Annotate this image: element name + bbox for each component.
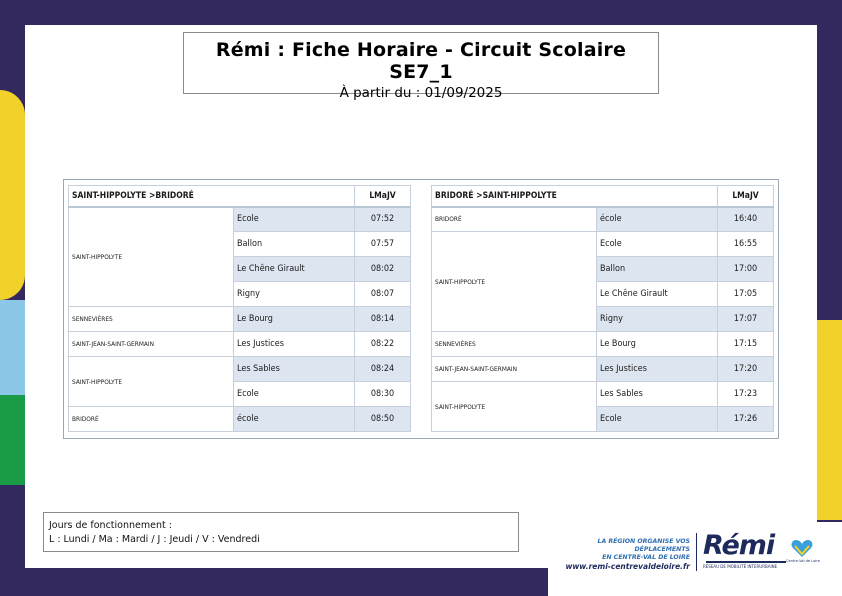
locality-cell: BRIDORÉ [69,407,234,432]
locality-cell: BRIDORÉ [432,207,597,232]
direction-header: SAINT-HIPPOLYTE >BRIDORÉ [69,186,355,207]
brand-tagline [555,538,690,562]
page-subtitle: À partir du : 01/09/2025 [339,85,503,101]
time-cell: 17:07 [718,307,774,332]
decor-yellow-left [0,90,25,300]
stop-cell: école [234,407,355,432]
notes-heading: Jours de fonctionnement : [49,520,172,531]
time-cell: 08:02 [355,257,411,282]
table-row [432,207,774,232]
stop-cell: Le Chêne Girault [234,257,355,282]
stop-cell: Les Justices [234,332,355,357]
stop-cell: Ecole [597,407,718,432]
stop-cell: Ecole [234,207,355,232]
locality-cell: SENNEVIÈRES [69,307,234,332]
time-cell: 16:40 [718,207,774,232]
remi-logo-text: Rémi [703,530,775,561]
stop-cell: Ecole [234,382,355,407]
stop-cell: Les Sables [234,357,355,382]
locality-cell: SAINT-JEAN-SAINT-GERMAIN [69,332,234,357]
timetable-return [431,185,774,432]
time-cell: 17:05 [718,282,774,307]
time-cell: 16:55 [718,232,774,257]
locality-cell: SAINT-HIPPOLYTE [69,207,234,307]
time-cell: 08:22 [355,332,411,357]
time-cell: 17:23 [718,382,774,407]
days-header: LMaJV [355,186,411,207]
table-row [69,332,411,357]
brand-tagline-line-2: EN CENTRE-VAL DE LOIRE [602,554,690,561]
stop-cell: école [597,207,718,232]
brand-url[interactable]: www.remi-centrevaldeloire.fr [565,562,690,571]
title-box [183,32,659,101]
stop-cell: Ballon [234,232,355,257]
locality-cell: SAINT-HIPPOLYTE [69,357,234,407]
locality-cell: SAINT-HIPPOLYTE [432,232,597,332]
locality-cell: SAINT-JEAN-SAINT-GERMAIN [432,357,597,382]
time-cell: 17:26 [718,407,774,432]
table-row [432,232,774,257]
time-cell: 17:00 [718,257,774,282]
logo-underline [706,561,786,563]
time-cell: 08:14 [355,307,411,332]
table-row [69,207,411,232]
time-cell: 08:07 [355,282,411,307]
table-row [432,332,774,357]
time-cell: 08:24 [355,357,411,382]
timetable-outbound [68,185,411,432]
stop-cell: Les Sables [597,382,718,407]
remi-logo [703,530,774,561]
time-cell: 07:52 [355,207,411,232]
time-cell: 08:50 [355,407,411,432]
table-row [432,382,774,407]
stop-cell: Les Justices [597,357,718,382]
decor-green-left [0,395,25,485]
stop-cell: Le Bourg [597,332,718,357]
notes-legend: L : Lundi / Ma : Mardi / J : Jeudi / V : Vendredi [49,534,260,545]
region-heart-icon [790,537,814,559]
notes-box [43,512,519,552]
stop-cell: Ecole [597,232,718,257]
time-cell: 08:30 [355,382,411,407]
days-header: LMaJV [718,186,774,207]
time-cell: 07:57 [355,232,411,257]
locality-cell: SAINT-HIPPOLYTE [432,382,597,432]
region-caption: Centre-Val de Loire [786,559,821,563]
table-row [69,407,411,432]
locality-cell: SENNEVIÈRES [432,332,597,357]
header-row [432,186,774,207]
brand-tagline-line-1: LA RÉGION ORGANISE VOS DÉPLACEMENTS [597,538,690,553]
stop-cell: Le Bourg [234,307,355,332]
decor-blue-left [0,300,25,395]
stop-cell: Rigny [597,307,718,332]
stop-cell: Le Chêne Girault [597,282,718,307]
page-title: Rémi : Fiche Horaire - Circuit Scolaire SE7_1 [215,39,627,83]
decor-yellow-right [817,320,842,520]
stop-cell: Rigny [234,282,355,307]
logo-tagline: RÉSEAU DE MOBILITÉ INTERURBAINE [703,564,778,569]
brand-divider [696,533,697,571]
time-cell: 17:15 [718,332,774,357]
table-row [432,357,774,382]
table-row [69,357,411,382]
stop-cell: Ballon [597,257,718,282]
time-cell: 17:20 [718,357,774,382]
header-row [69,186,411,207]
direction-header: BRIDORÉ >SAINT-HIPPOLYTE [432,186,718,207]
table-row [69,307,411,332]
